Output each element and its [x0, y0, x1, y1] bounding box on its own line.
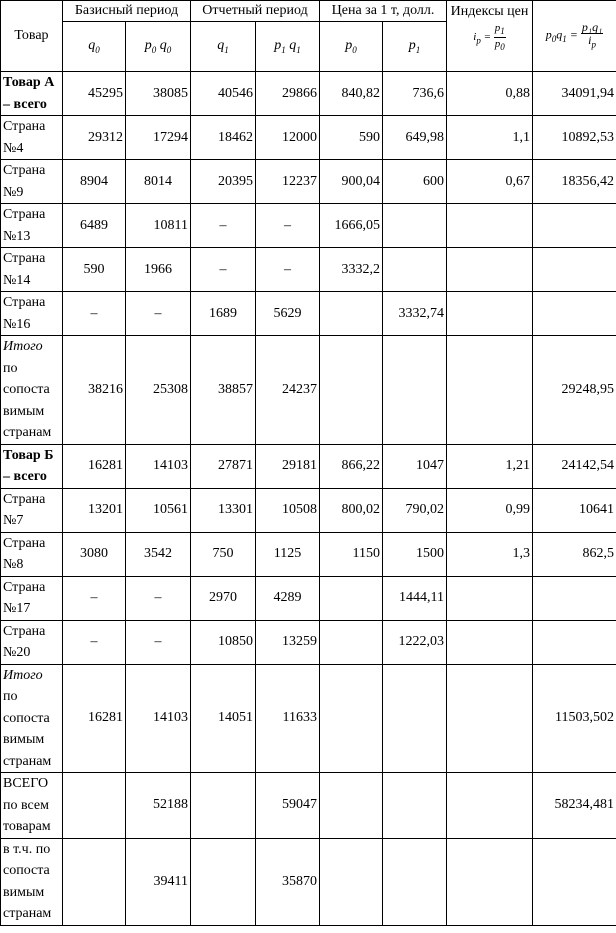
- table-cell: 39411: [126, 838, 191, 925]
- row-name-line: – всего: [3, 96, 47, 112]
- table-cell: 10850: [191, 620, 256, 664]
- table-cell: [320, 336, 383, 445]
- header-base-period: Базисный период: [63, 1, 191, 22]
- table-cell: 27871: [191, 444, 256, 488]
- table-row: [1, 116, 616, 160]
- table-cell: 14051: [191, 664, 256, 773]
- table-cell: [383, 664, 447, 773]
- table-cell: 59047: [256, 773, 320, 839]
- table-cell: 649,98: [383, 116, 447, 160]
- row-name: [1, 248, 63, 292]
- row-name-line: №9: [3, 184, 24, 200]
- table-cell: [447, 576, 533, 620]
- table-cell: [533, 204, 616, 248]
- table-cell: 40546: [191, 72, 256, 116]
- row-name-line: вимым: [3, 732, 45, 747]
- row-name-line: ВСЕГО: [3, 776, 49, 791]
- table-cell: 11633: [256, 664, 320, 773]
- table-row: [1, 773, 616, 839]
- row-name-line: Страна: [3, 251, 46, 266]
- table-cell: [383, 248, 447, 292]
- table-row: [1, 664, 616, 773]
- row-name-line: Страна: [3, 579, 46, 595]
- table-cell: 8014: [126, 160, 191, 204]
- table-cell: –: [63, 620, 126, 664]
- table-cell: 0,88: [447, 72, 533, 116]
- header-p1: $p_1$: [383, 22, 447, 72]
- table-cell: [63, 773, 126, 839]
- row-name: [1, 160, 63, 204]
- table-cell: 590: [320, 116, 383, 160]
- row-name-line: №20: [3, 645, 31, 660]
- table-cell: –: [256, 248, 320, 292]
- table-cell: 840,82: [320, 72, 383, 116]
- table-cell: 1500: [383, 532, 447, 576]
- table-cell: [320, 292, 383, 336]
- table-cell: [191, 838, 256, 925]
- row-name-line: №17: [3, 601, 31, 616]
- table-cell: 900,04: [320, 160, 383, 204]
- table-row: [1, 248, 616, 292]
- table-cell: [447, 336, 533, 445]
- table-cell: 11503,502: [533, 664, 616, 773]
- table-cell: [447, 773, 533, 839]
- table-cell: [383, 838, 447, 925]
- table-cell: 600: [383, 160, 447, 204]
- row-name-line: Страна: [3, 295, 46, 310]
- row-name-line: №8: [3, 557, 24, 572]
- table-row: [1, 576, 616, 620]
- row-name-line: Итого: [3, 339, 43, 354]
- row-name-line: по всем: [3, 797, 49, 813]
- row-name: [1, 116, 63, 160]
- table-cell: 10892,53: [533, 116, 616, 160]
- row-name-line: сопоста: [3, 382, 50, 397]
- table-cell: 34091,94: [533, 72, 616, 116]
- header-q1: $q_1$: [191, 22, 256, 72]
- table-cell: 1689: [191, 292, 256, 336]
- table-cell: 16281: [63, 444, 126, 488]
- row-name-line: странам: [3, 906, 52, 921]
- header-q0: $q_0$: [63, 22, 126, 72]
- row-name-line: №16: [3, 316, 31, 332]
- row-name: [1, 620, 63, 664]
- table-cell: 6489: [63, 204, 126, 248]
- table-cell: [320, 773, 383, 839]
- table-cell: 29312: [63, 116, 126, 160]
- table-cell: [63, 838, 126, 925]
- table-cell: 10561: [126, 488, 191, 532]
- row-name-line: Страна: [3, 207, 46, 222]
- table-cell: [320, 838, 383, 925]
- table-cell: [447, 664, 533, 773]
- price-index-formula: $i_p$ = $\frac{p_1}{p_0}$: [473, 22, 505, 53]
- table-cell: 790,02: [383, 488, 447, 532]
- table-row: [1, 160, 616, 204]
- table-cell: [533, 292, 616, 336]
- table-cell: 13201: [63, 488, 126, 532]
- table-row: [1, 336, 616, 445]
- table-cell: 4289: [256, 576, 320, 620]
- header-p0q0: $p_0$ $q_0$: [126, 22, 191, 72]
- row-name-line: в т.ч. по: [3, 841, 51, 857]
- table-cell: 1047: [383, 444, 447, 488]
- table-cell: 1222,03: [383, 620, 447, 664]
- header-p0: $p_0$: [320, 22, 383, 72]
- table-cell: [383, 773, 447, 839]
- table-cell: 590: [63, 248, 126, 292]
- row-name-line: Страна: [3, 119, 46, 134]
- table-cell: 52188: [126, 773, 191, 839]
- table-body: [1, 72, 616, 926]
- table-cell: 0,67: [447, 160, 533, 204]
- table-cell: 3332,2: [320, 248, 383, 292]
- table-cell: 3542: [126, 532, 191, 576]
- table-cell: 14103: [126, 664, 191, 773]
- row-name: [1, 292, 63, 336]
- table-cell: [447, 838, 533, 925]
- row-name-line: вимым: [3, 403, 45, 419]
- table-cell: 38085: [126, 72, 191, 116]
- table-cell: –: [126, 292, 191, 336]
- row-name-line: Страна: [3, 163, 46, 178]
- row-name: [1, 72, 63, 116]
- table-cell: 866,22: [320, 444, 383, 488]
- row-name-line: №13: [3, 228, 31, 244]
- table-row: [1, 204, 616, 248]
- table-row: [1, 838, 616, 925]
- table-cell: 10641: [533, 488, 616, 532]
- table-cell: 18356,42: [533, 160, 616, 204]
- table-cell: [447, 620, 533, 664]
- table-cell: [191, 773, 256, 839]
- row-name-line: Страна: [3, 535, 46, 551]
- row-name: [1, 204, 63, 248]
- table-cell: [447, 248, 533, 292]
- header-product: Товар: [1, 1, 63, 72]
- table-cell: [533, 838, 616, 925]
- row-name-line: Итого: [3, 667, 43, 683]
- table-cell: –: [191, 204, 256, 248]
- table-row: [1, 444, 616, 488]
- row-name: [1, 664, 63, 773]
- table-cell: 35870: [256, 838, 320, 925]
- table-cell: 24237: [256, 336, 320, 445]
- table-cell: [383, 204, 447, 248]
- table-cell: 13301: [191, 488, 256, 532]
- row-name-line: №14: [3, 272, 31, 288]
- table-cell: 10811: [126, 204, 191, 248]
- table-cell: 8904: [63, 160, 126, 204]
- table-cell: 1125: [256, 532, 320, 576]
- row-name-line: странам: [3, 753, 52, 769]
- table-cell: 736,6: [383, 72, 447, 116]
- row-name-line: Страна: [3, 623, 46, 639]
- table-cell: –: [63, 576, 126, 620]
- row-name-line: Товар Б: [3, 447, 54, 463]
- row-name-line: сопоста: [3, 863, 50, 878]
- table-cell: 1,1: [447, 116, 533, 160]
- table-cell: [533, 620, 616, 664]
- row-name: [1, 444, 63, 488]
- row-name-line: сопоста: [3, 710, 50, 726]
- table-cell: 3332,74: [383, 292, 447, 336]
- row-name: [1, 576, 63, 620]
- row-name-line: по: [3, 689, 18, 704]
- table-cell: 1,3: [447, 532, 533, 576]
- table-cell: 17294: [126, 116, 191, 160]
- header-report-period: Отчетный период: [191, 1, 320, 22]
- table-cell: 13259: [256, 620, 320, 664]
- row-name: [1, 532, 63, 576]
- table-cell: [533, 576, 616, 620]
- table-row: [1, 72, 616, 116]
- table-cell: –: [63, 292, 126, 336]
- table-cell: 58234,481: [533, 773, 616, 839]
- table-cell: [320, 620, 383, 664]
- table-cell: 16281: [63, 664, 126, 773]
- table-cell: 18462: [191, 116, 256, 160]
- table-cell: 29181: [256, 444, 320, 488]
- table-cell: [320, 664, 383, 773]
- header-p1q1: $p_1$ $q_1$: [256, 22, 320, 72]
- table-cell: 29866: [256, 72, 320, 116]
- table-cell: 1666,05: [320, 204, 383, 248]
- table-cell: 862,5: [533, 532, 616, 576]
- table-row: [1, 292, 616, 336]
- header-adjusted-value: $p_0q_1$ = $\frac{\text{p₁q₁}}{i_p}$: [533, 1, 616, 72]
- row-name-line: по: [3, 360, 18, 376]
- table-cell: 38857: [191, 336, 256, 445]
- table-cell: 2970: [191, 576, 256, 620]
- table-cell: 10508: [256, 488, 320, 532]
- row-name-line: странам: [3, 425, 52, 440]
- table-cell: 14103: [126, 444, 191, 488]
- row-name-line: №4: [3, 140, 24, 156]
- table-cell: 12237: [256, 160, 320, 204]
- table-cell: 3080: [63, 532, 126, 576]
- table-cell: 1966: [126, 248, 191, 292]
- row-name-line: вимым: [3, 884, 45, 900]
- table-row: [1, 620, 616, 664]
- row-name: [1, 488, 63, 532]
- row-name-line: №7: [3, 513, 24, 528]
- row-name-line: Товар А: [3, 75, 55, 90]
- table-cell: 800,02: [320, 488, 383, 532]
- table-cell: [320, 576, 383, 620]
- row-name: [1, 336, 63, 445]
- header-price-per-ton: Цена за 1 т, долл.: [320, 1, 447, 22]
- table-cell: –: [126, 576, 191, 620]
- table-cell: 45295: [63, 72, 126, 116]
- header-price-indices: [447, 1, 533, 72]
- row-name-line: товарам: [3, 819, 51, 834]
- table-row: [1, 532, 616, 576]
- table-cell: 1,21: [447, 444, 533, 488]
- table-cell: [383, 336, 447, 445]
- table-cell: 20395: [191, 160, 256, 204]
- table-cell: 1444,11: [383, 576, 447, 620]
- table-cell: –: [126, 620, 191, 664]
- table-cell: 29248,95: [533, 336, 616, 445]
- table-cell: [447, 204, 533, 248]
- table-cell: –: [256, 204, 320, 248]
- row-name-line: – всего: [3, 469, 47, 484]
- table-cell: 0,99: [447, 488, 533, 532]
- table-cell: 24142,54: [533, 444, 616, 488]
- table-cell: 5629: [256, 292, 320, 336]
- table-cell: [533, 248, 616, 292]
- row-name-line: Страна: [3, 491, 46, 507]
- row-name: [1, 838, 63, 925]
- table-cell: 1150: [320, 532, 383, 576]
- row-name: [1, 773, 63, 839]
- price-indices-label: Индексы цен: [450, 4, 529, 19]
- table-cell: 12000: [256, 116, 320, 160]
- table-row: [1, 488, 616, 532]
- table-cell: [447, 292, 533, 336]
- table-cell: –: [191, 248, 256, 292]
- table-cell: 38216: [63, 336, 126, 445]
- table-cell: 25308: [126, 336, 191, 445]
- table-cell: 750: [191, 532, 256, 576]
